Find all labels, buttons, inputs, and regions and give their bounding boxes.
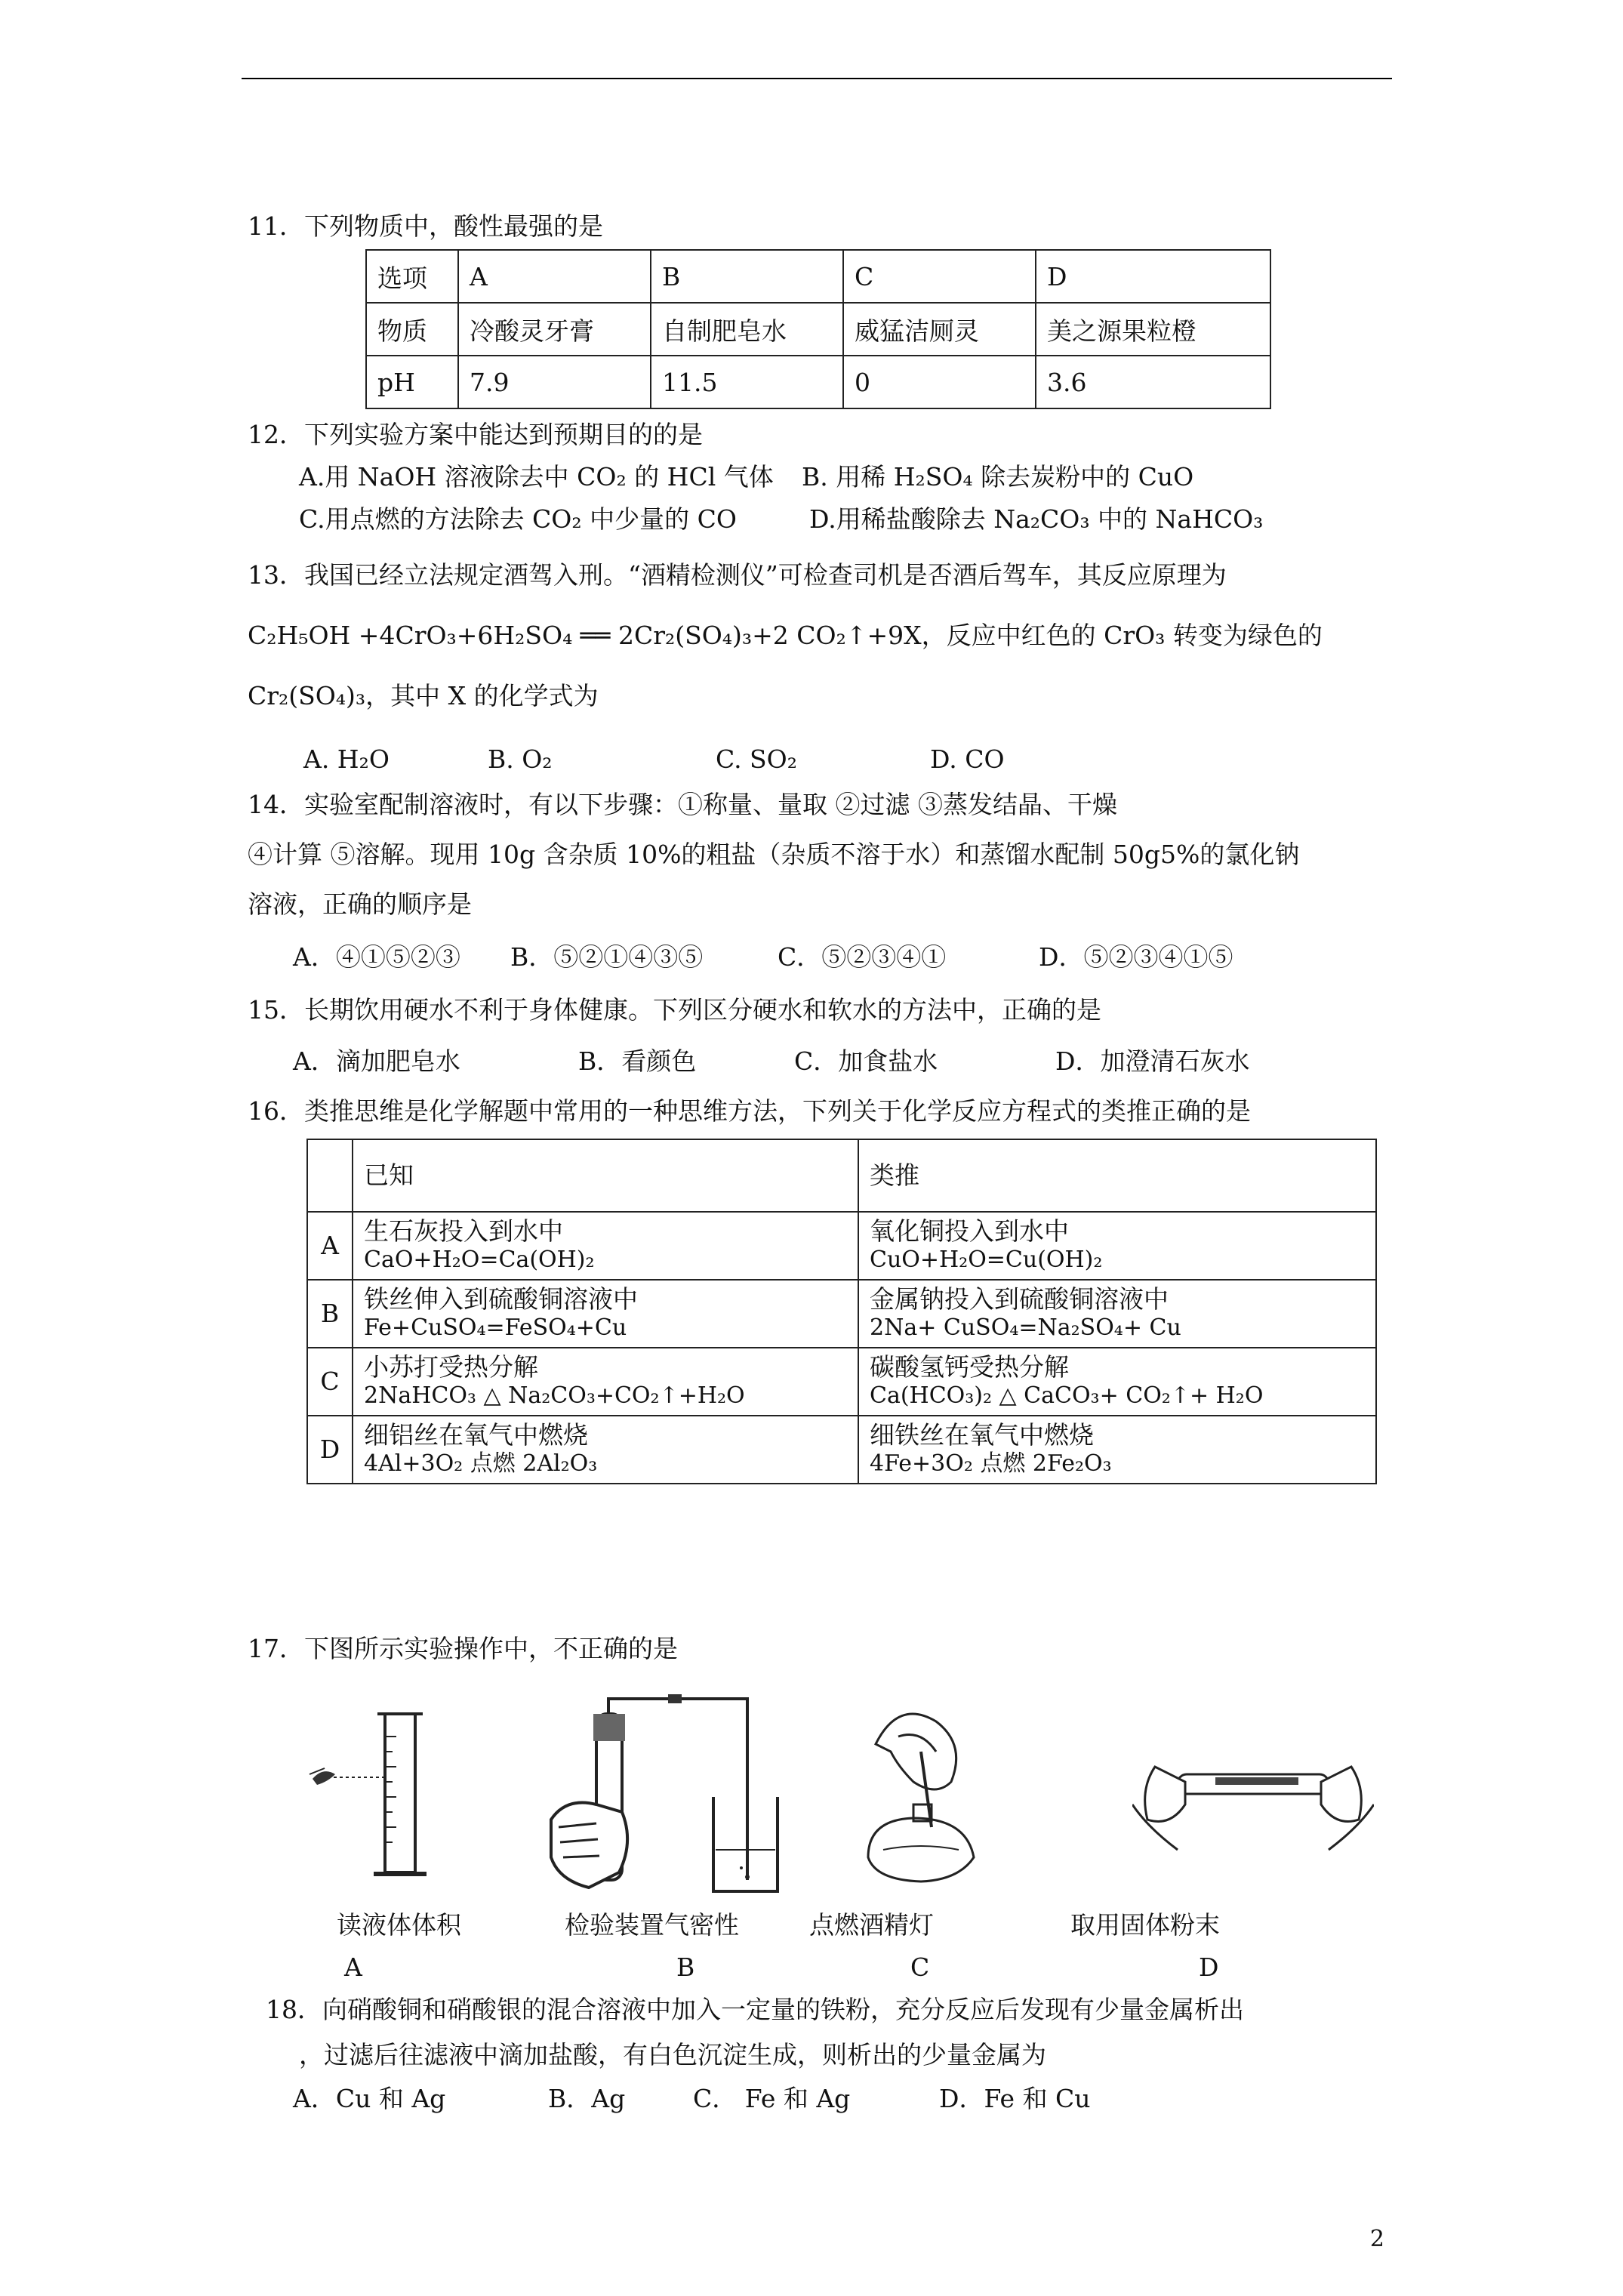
infer-text: 氧化铜投入到水中 [870,1216,1069,1246]
known-text: 细铝丝在氧气中燃烧 [364,1420,588,1450]
table-cell: 7.9 [458,356,651,408]
q18-option: C． Fe 和 Ag [693,2084,851,2113]
figure-caption: 读液体体积 [337,1910,461,1940]
known-text: 小苏打受热分解 [364,1352,538,1382]
table-cell: A [458,250,651,303]
q14-line2: ④计算 ⑤溶解。现用 10g 含杂质 10%的粗盐（杂质不溶于水）和蒸馏水配制 50g5%的氯化钠 [248,840,1300,869]
table-row [366,250,1270,303]
table-cell: D [1036,250,1270,303]
table-cell: 物质 [366,303,458,356]
q13-option: C. SO₂ [716,744,797,774]
page-number: 2 [1369,2226,1384,2252]
q16-table [306,1139,1377,1484]
table-cell [858,1348,1376,1416]
q18-line2: ，过滤后往滤液中滴加盐酸，有白色沉淀生成，则析出的少量金属为 [299,2040,1046,2069]
table-cell: pH [366,356,458,408]
known-equation: 2NaHCO₃ △ Na₂CO₃+CO₂↑+H₂O [364,1382,745,1409]
table-cell [353,1212,858,1280]
table-cell [307,1139,353,1212]
table-cell: 威猛洁厕灵 [843,303,1036,356]
q11-stem: 11．下列物质中，酸性最强的是 [248,211,603,241]
known-text: 生石灰投入到水中 [364,1216,563,1246]
q18-option: B．Ag [548,2084,626,2113]
table-header-known: 已知 [353,1139,858,1212]
q12-stem: 12．下列实验方案中能达到预期目的的是 [248,420,703,449]
table-cell [858,1212,1376,1280]
q15-option: C．加食盐水 [794,1046,938,1076]
figure-caption: 取用固体粉末 [1070,1910,1220,1940]
table-row [307,1416,1376,1484]
q13-option: B. O₂ [488,744,553,774]
table-cell: C [843,250,1036,303]
q17-stem: 17．下图所示实验操作中，不正确的是 [248,1634,678,1663]
figure-caption: 检验装置气密性 [565,1910,739,1940]
graduated-cylinder-figure [302,1706,453,1888]
table-cell [353,1280,858,1348]
q18-line1: 18．向硝酸铜和硝酸银的混合溶液中加入一定量的铁粉，充分反应后发现有少量金属析出 [266,1995,1244,2024]
table-row [307,1212,1376,1280]
table-cell [353,1348,858,1416]
known-text: 铁丝伸入到硫酸铜溶液中 [364,1284,638,1314]
q13-line1: 13．我国已经立法规定酒驾入刑。“酒精检测仪”可检查司机是否酒后驾车，其反应原理为 [248,560,1227,590]
table-cell: 11.5 [651,356,843,408]
table-cell: B [651,250,843,303]
row-label: D [307,1416,353,1484]
q12-option-c: C.用点燃的方法除去 CO₂ 中少量的 CO [299,504,737,534]
figure-letter: C [910,1952,930,1982]
table-row [307,1280,1376,1348]
q15-option: A．滴加肥皂水 [293,1046,460,1076]
infer-text: 细铁丝在氧气中燃烧 [870,1420,1094,1450]
alcohol-lamp-figure [853,1699,996,1895]
solid-powder-figure [1132,1737,1374,1865]
q12-option-d: D.用稀盐酸除去 Na₂CO₃ 中的 NaHCO₃ [809,504,1264,534]
q13-line3: Cr₂(SO₄)₃，其中 X 的化学式为 [248,681,599,710]
q18-option: A．Cu 和 Ag [293,2084,446,2113]
table-row [366,303,1270,356]
figure-letter: D [1199,1952,1219,1982]
q13-option: A. H₂O [303,744,390,774]
q14-line1: 14．实验室配制溶液时，有以下步骤：①称量、量取 ②过滤 ③蒸发结晶、干燥 [248,790,1117,819]
q18-option: D．Fe 和 Cu [939,2084,1091,2113]
q14-option: A．④①⑤②③ [293,942,460,972]
figure-letter: A [344,1952,362,1982]
row-label: C [307,1348,353,1416]
q13-option: D. CO [930,744,1005,774]
table-cell [858,1416,1376,1484]
table-row [307,1139,1376,1212]
table-cell: 美之源果粒橙 [1036,303,1270,356]
q12-option-a: A.用 NaOH 溶液除去中 CO₂ 的 HCl 气体 [299,462,774,492]
infer-text: 碳酸氢钙受热分解 [870,1352,1069,1382]
q13-line2: C₂H₅OH +4CrO₃+6H₂SO₄ ══ 2Cr₂(SO₄)₃+2 CO₂↑+9X，反应中红色的 CrO₃ 转变为绿色的 [248,621,1323,650]
row-label: B [307,1280,353,1348]
q15-stem: 15．长期饮用硬水不利于身体健康。下列区分硬水和软水的方法中，正确的是 [248,995,1101,1025]
table-cell: 冷酸灵牙膏 [458,303,651,356]
figure-caption: 点燃酒精灯 [809,1910,934,1940]
known-equation: CaO+H₂O=Ca(OH)₂ [364,1247,595,1273]
q15-option: D．加澄清石灰水 [1055,1046,1250,1076]
infer-equation: Ca(HCO₃)₂ △ CaCO₃+ CO₂↑+ H₂O [870,1382,1264,1409]
q14-line3: 溶液，正确的顺序是 [248,889,472,919]
table-header-infer: 类推 [858,1139,1376,1212]
table-cell [858,1280,1376,1348]
infer-equation: CuO+H₂O=Cu(OH)₂ [870,1247,1103,1273]
infer-text: 金属钠投入到硫酸铜溶液中 [870,1284,1169,1314]
q16-stem: 16．类推思维是化学解题中常用的一种思维方法，下列关于化学反应方程式的类推正确的是 [248,1096,1251,1126]
table-cell: 3.6 [1036,356,1270,408]
row-label: A [307,1212,353,1280]
q14-option: D．⑤②③④①⑤ [1039,942,1233,972]
known-equation: 4Al+3O₂ 点燃 2Al₂O₃ [364,1450,598,1477]
table-row [366,356,1270,408]
airtightness-test-figure [544,1691,793,1910]
infer-equation: 4Fe+3O₂ 点燃 2Fe₂O₃ [870,1450,1112,1477]
figure-letter: B [676,1952,695,1982]
table-cell: 0 [843,356,1036,408]
header-rule [242,78,1392,79]
q14-option: B．⑤②①④③⑤ [510,942,704,972]
q15-option: B．看颜色 [578,1046,697,1076]
q11-table [365,249,1271,409]
table-row [307,1348,1376,1416]
table-cell [353,1416,858,1484]
q14-option: C．⑤②③④① [778,942,947,972]
table-cell: 自制肥皂水 [651,303,843,356]
known-equation: Fe+CuSO₄=FeSO₄+Cu [364,1314,627,1341]
table-cell: 选项 [366,250,458,303]
infer-equation: 2Na+ CuSO₄=Na₂SO₄+ Cu [870,1314,1181,1341]
q12-option-b: B. 用稀 H₂SO₄ 除去炭粉中的 CuO [802,462,1194,492]
